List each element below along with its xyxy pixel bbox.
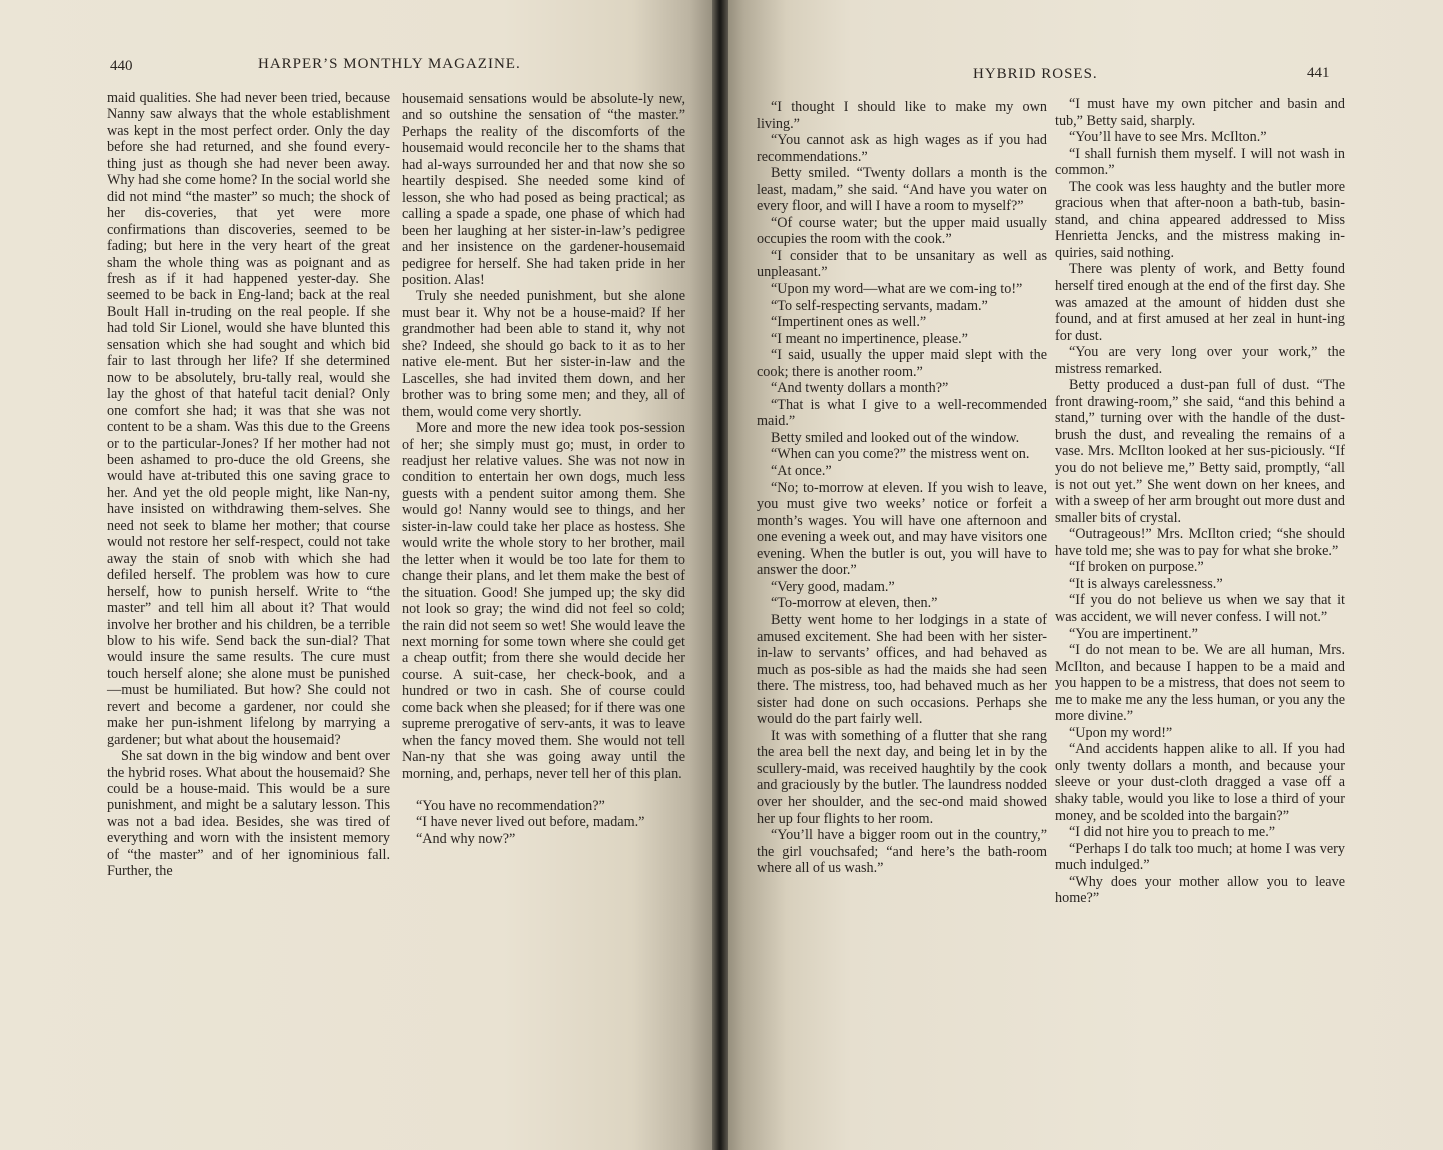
paragraph: “If you do not believe us when we say that it was accident, we will never confess. I will not.” [1055,592,1345,625]
paragraph: “Upon my word—what are we com-ing to!” [771,281,1023,298]
book-gutter [712,0,728,1150]
right-column-2 [1055,96,1345,907]
paragraph: Betty went home to her lodgings in a state of amused excitement. She had been with her sister-in-law to servants’ offices, and had behaved as much as pos-sible as had the maids she had seen there. The mistress, too, had behaved much as her sister had done on such occasions. Perhaps she would do the part fairly well. [757,611,1047,728]
paragraph: “I said, usually the upper maid slept with the cook; there is another room.” [757,347,1047,380]
page-number-right: 441 [1307,65,1330,81]
paragraph: “And why now?” [416,830,516,847]
paragraph: “And twenty dollars a month?” [771,380,949,397]
running-head-right: HYBRID ROSES. [973,66,1098,82]
paragraph: “You are impertinent.” [1069,625,1198,642]
left-page [0,0,718,1150]
paragraph: “You’ll have to see Mrs. McIlton.” [1069,129,1267,146]
page-number-left: 440 [110,58,133,74]
paragraph: “I thought I should like to make my own living.” [757,99,1047,132]
paragraph: More and more the new idea took pos-session of her; she simply must go; must, in order to readjust her relative values. She was not now in condition to entertain her own dogs, much less guests with a pendent suitor among them. She would go! Nanny would see to things, and her sister-in-law could take her place as hostess. She would write the whole story to her brother, mail the letter when it would be too late for them to change their plans, and let them make the best of the situation. Good! She jumped up; the sky did not look so gray; the wind did not feel so cold; the rain did not seem so wet! She would leave the next morning for some town where she could get a cheap outfit; from there she would decide her course. A suit-case, her check-book, and a hundred or two in cash. She of course could come back when she pleased; for if there was one supreme prerogative of serv-ants, it was to leave when the fancy moved them. She would not tell Nan-ny that she was going away until the morning, and, perhaps, never tell her of this plan. [402,420,685,782]
right-column-1 [757,99,1047,877]
paragraph: Betty produced a dust-pan full of dust. “The front drawing-room,” she said, “and this behind a stand,” turning over with the handle of the dust-brush the dust, and revealing the remains of a vase. Mrs. McIlton looked at her sus-piciously. “If you do not believe me,” Betty said, promptly, “all is not out yet.” She went down on her knees, and with a sweep of her arm brought out more dust and smaller bits of crystal. [1055,377,1345,526]
paragraph: “Impertinent ones as well.” [771,314,927,331]
paragraph: “Of course water; but the upper maid usually occupies the room with the cook.” [757,214,1047,248]
paragraph: She sat down in the big window and bent over the hybrid roses. What about the housemaid? She could be a house-maid. This would be a sure punishment, and might be a salutary lesson. This was not a bad idea. Besides, she was tired of everything and worn with the insistent memory of “the master” and of her ignominious fall. Further, the [107,748,390,880]
paragraph: “And accidents happen alike to all. If you had only twenty dollars a month, and because your sleeve or your dust-cloth dragged a vase off a shaky table, would you like to lose a third of your money, and be scolded into the bargain?” [1055,741,1345,824]
paragraph: “I consider that to be unsanitary as well as unpleasant.” [757,247,1047,281]
left-column-1 [107,90,390,880]
paragraph: “Perhaps I do talk too much; at home I was very much indulged.” [1055,840,1345,874]
paragraph: “It is always carelessness.” [1069,575,1223,592]
paragraph: “You have no recommendation?” [416,798,605,815]
paragraph: “To self-respecting servants, madam.” [771,297,988,314]
paragraph: The cook was less haughty and the butler more gracious when that after-noon a bath-tub, basin-stand, and china appeared addressed to Miss Henrietta Jencks, and the mistress making in-quiries, said nothing. [1055,178,1345,261]
paragraph: “If broken on purpose.” [1069,559,1204,576]
paragraph: “Upon my word!” [1069,724,1173,741]
paragraph: It was with something of a flutter that she rang the area bell the next day, and being let in by the scullery-maid, was received haughtily by the cook and graciously by the butler. The laundress nodded over her shoulder, and the sec-ond maid showed her up four flights to her room. [757,727,1047,827]
paragraph: “No; to-morrow at eleven. If you wish to leave, you must give two weeks’ notice or forfeit a month’s wages. You will have one afternoon and one evening a week out, and may have visitors one evening. When the butler is out, you will have to answer the door.” [757,479,1047,579]
paragraph: “When can you come?” the mistress went on. [771,446,1030,463]
paragraph: Truly she needed punishment, but she alone must bear it. Why not be a house-maid? If her grandmother had been able to stand it, why not she? Indeed, she should go back to it as to her native ele-ment. But her sister-in-law and the Lascelles, she had invited them down, and her brother was to bring some men; and they, all of them, would come very shortly. [402,288,685,420]
left-column-2 [402,91,685,847]
paragraph: Betty smiled. “Twenty dollars a month is the least, madam,” she said. “And have you water on every floor, and will I have a room to myself?” [757,165,1047,215]
paragraph: “You are very long over your work,” the mistress remarked. [1055,344,1345,377]
paragraph: Betty smiled and looked out of the window. [771,429,1020,446]
paragraph: housemaid sensations would be absolute-ly new, and so outshine the sensation of “the master.” Perhaps the reality of the discomforts of the housemaid would reconcile her to the shams that had al-ways surrounded her and that now she so heartily despised. She needed some kind of lesson, she who had posed as being practical; as calling a spade a spade, one phase of which had been her laughing at her sister-in-law’s pedigree and her insistence on the gardener-housemaid pedigree for herself. She had taken pride in her position. Alas! [402,91,685,288]
paragraph: “You’ll have a bigger room out in the country,” the girl vouchsafed; “and here’s the bath-room where all of us wash.” [757,827,1047,877]
paragraph: “I must have my own pitcher and basin and tub,” Betty said, sharply. [1055,96,1345,129]
running-head-left: HARPER’S MONTHLY MAGAZINE. [258,56,521,72]
paragraph: “You cannot ask as high wages as if you had recommendations.” [757,132,1047,165]
paragraph: “Very good, madam.” [771,578,895,595]
paragraph: “I have never lived out before, madam.” [416,814,645,831]
paragraph: “I meant no impertinence, please.” [771,330,968,347]
paragraph: “Why does your mother allow you to leave home?” [1055,873,1345,907]
paragraph: “To-morrow at eleven, then.” [771,595,938,612]
paragraph: “I do not mean to be. We are all human, Mrs. McIlton, and because I happen to be a maid and you happen to be a mistress, that does not seem to me to make me any the less human, or you any the more divine.” [1055,642,1345,725]
paragraph: “I shall furnish them myself. I will not wash in common.” [1055,145,1345,179]
paragraph: “That is what I give to a well-recommended maid.” [757,396,1047,430]
paragraph: “I did not hire you to preach to me.” [1069,824,1276,841]
paragraph: “Outrageous!” Mrs. McIlton cried; “she should have told me; she was to pay for what she broke.” [1055,526,1345,559]
paragraph: There was plenty of work, and Betty found herself tired enough at the end of the first day. She was amazed at the amount of hidden dust she found, and at first amused at her zeal in hunt-ing for dust. [1055,261,1345,344]
paragraph: maid qualities. She had never been tried, because Nanny saw always that the whole establishment was kept in the most perfect order. Only the day before she had returned, and she found every-thing just as though she had never been away. Why had she come home? In the social world she did not mind “the master” so much; the shock of her dis-coveries, that yet were more confirmations than discoveries, seemed to be fading; but here in the very heart of the great sham the whole thing was as poignant and as fresh as if it had happened yester-day. She seemed to be back in Eng-land; back at the real Boult Hall in-truding on the real people. If she had told Sir Lionel, would she have blunted this sensation which she had sought and which bid fair to last through her life? If she determined now to be absolutely, bru-tally real, would she lay the ghost of that hateful tacit denial? Only one comfort she had; it was that she was not content to be a sham. Was this due to the Greens or to the particular-Jones? If her mother had not been ashamed to pro-duce the old Greens, she would have at-tributed this one saving grace to her. And yet the old people might, like Nan-ny, have insisted on withdrawing them-selves. She need not seek to blame her mother; that course would not restore her self-respect, could not take away the stain of snob with which she had defiled herself. The problem was how to cure herself, how to punish herself. Write to “the master” and tell him all about it? That would involve her brother and his children, be a terrible blow to his wife. Send back the sun-dial? That would insure the same results. The cure must touch herself alone; she alone must be punished—must be humiliated. But how? She could not revert and become a gardener, nor could she make her pun-ishment lifelong by marrying a gardener; but what about the housemaid? [107,90,390,748]
paragraph: “At once.” [771,463,832,480]
